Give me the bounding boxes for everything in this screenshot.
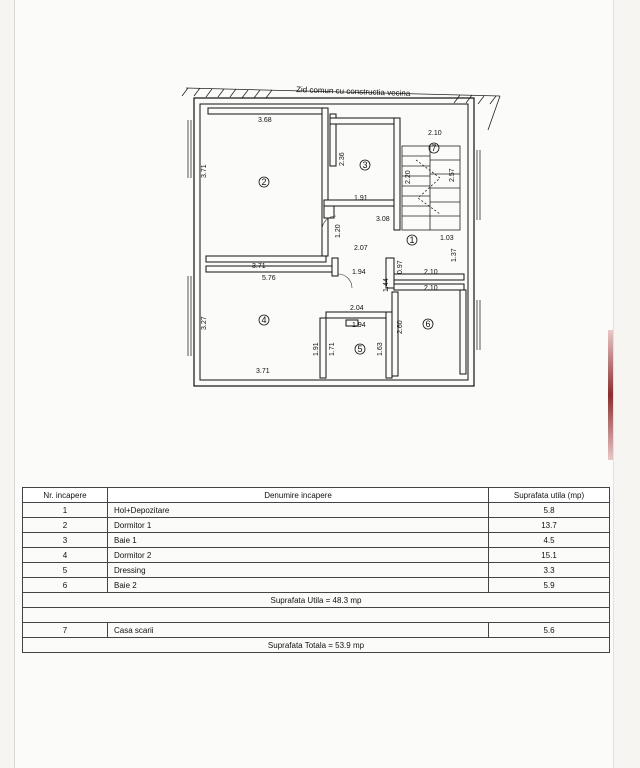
dim-label: 3.71 <box>256 368 270 375</box>
cell-nr: 6 <box>23 578 108 593</box>
dim-label: 3.27 <box>201 316 208 330</box>
plan-caption: Zid comun cu constructia vecina <box>295 85 411 98</box>
dim-label: 1.20 <box>335 224 342 238</box>
dim-label: 1.37 <box>451 248 458 262</box>
dim-label: 1.91 <box>313 342 320 356</box>
room-number: 1 <box>409 235 415 245</box>
cell-nr: 4 <box>23 548 108 563</box>
dim-label: 3.68 <box>258 117 272 124</box>
dim-label: 1.71 <box>329 342 336 356</box>
cell-name: Baie 2 <box>108 578 489 593</box>
dim-label: 2.36 <box>339 152 346 166</box>
cell-nr: 7 <box>23 623 108 638</box>
table-row <box>23 548 610 563</box>
cell-area: 5.9 <box>489 578 610 593</box>
table-row <box>23 518 610 533</box>
dim-label: 1.94 <box>352 322 366 329</box>
cell-name: Dormitor 1 <box>108 518 489 533</box>
dim-label: 2.04 <box>350 305 364 312</box>
cell-name: Dressing <box>108 563 489 578</box>
grand-total: Suprafata Totala = 53.9 mp <box>23 638 610 653</box>
spacer-row <box>23 608 610 623</box>
cell-nr: 1 <box>23 503 108 518</box>
dim-label: 3.71 <box>252 263 266 270</box>
useful-total-row <box>23 593 610 608</box>
rooms-table <box>22 487 610 653</box>
dim-label: 2.07 <box>354 245 368 252</box>
dim-label: 1.44 <box>383 278 390 292</box>
dim-label: 0.97 <box>397 260 404 274</box>
cell-area: 13.7 <box>489 518 610 533</box>
cell-nr: 5 <box>23 563 108 578</box>
table-row <box>23 578 610 593</box>
table-row <box>23 563 610 578</box>
cell-name: Baie 1 <box>108 533 489 548</box>
dim-label: 2.10 <box>428 130 442 137</box>
cell-name: Dormitor 2 <box>108 548 489 563</box>
useful-total: Suprafata Utila = 48.3 mp <box>23 593 610 608</box>
dim-label: 3.08 <box>376 216 390 223</box>
table-row <box>23 623 610 638</box>
cell-nr: 3 <box>23 533 108 548</box>
cell-area: 3.3 <box>489 563 610 578</box>
cell-nr: 2 <box>23 518 108 533</box>
staircase <box>402 146 460 230</box>
dim-label: 3.71 <box>201 164 208 178</box>
header-area: Suprafata utila (mp) <box>489 488 610 503</box>
room-number: 3 <box>362 160 368 170</box>
cell-name: Casa scarii <box>108 623 489 638</box>
room-number: 5 <box>357 344 363 354</box>
table-row <box>23 533 610 548</box>
room-number: 4 <box>261 315 267 325</box>
grand-total-row <box>23 638 610 653</box>
dim-label: 1.94 <box>352 269 366 276</box>
dim-label: 2.20 <box>405 170 412 184</box>
room-number: 2 <box>261 177 267 187</box>
dim-label: 2.10 <box>424 269 438 276</box>
dim-label: 2.10 <box>424 285 438 292</box>
cell-name: Hol+Depozitare <box>108 503 489 518</box>
room-number: 7 <box>431 143 437 153</box>
dim-label: 2.60 <box>397 320 404 334</box>
cell-area: 15.1 <box>489 548 610 563</box>
dim-label: 5.76 <box>262 275 276 282</box>
header-nr: Nr. incapere <box>23 488 108 503</box>
cell-area: 4.5 <box>489 533 610 548</box>
dim-label: 1.03 <box>440 235 454 242</box>
interior-walls <box>206 108 466 378</box>
dim-label: 2.57 <box>449 168 456 182</box>
header-name: Denumire incapere <box>108 488 489 503</box>
cell-area: 5.6 <box>489 623 610 638</box>
room-number: 6 <box>425 319 431 329</box>
dim-label: 1.91 <box>354 195 368 202</box>
table-header-row <box>23 488 610 503</box>
table-row <box>23 503 610 518</box>
dim-label: 1.63 <box>377 342 384 356</box>
cell-area: 5.8 <box>489 503 610 518</box>
